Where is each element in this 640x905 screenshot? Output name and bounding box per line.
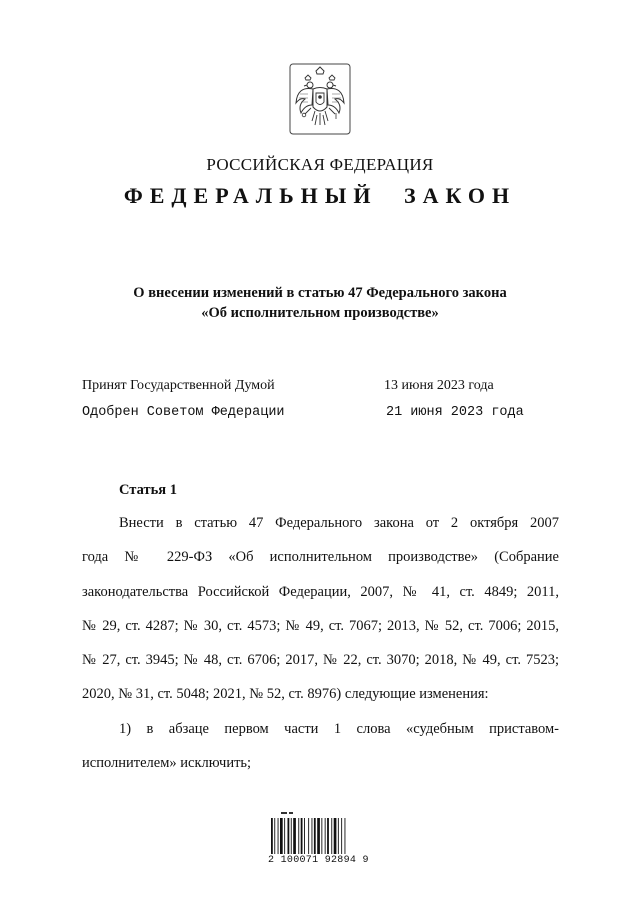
coat-of-arms-emblem [289, 63, 351, 135]
barcode-number: 2 100071 92894 9 [268, 855, 369, 866]
law-title-line-2: «Об исполнительном производстве» [201, 305, 439, 321]
article-text-line: года № 229-ФЗ «Об исполнительном производстве» (Собрание [82, 549, 559, 565]
article-text-line: № 27, ст. 3945; № 48, ст. 6706; 2017, № 22, ст. 3070; 2018, № 49, ст. 7523; [82, 652, 559, 668]
council-approval-label: Одобрен Советом Федерации [82, 405, 285, 420]
article-text-line: № 29, ст. 4287; № 30, ст. 4573; № 49, ст. 7067; 2013, № 52, ст. 7006; 2015, [82, 618, 559, 634]
duma-adoption-label: Принят Государственной Думой [82, 378, 275, 393]
article-text-line: Внести в статью 47 Федерального закона от 2 октября 2007 [119, 515, 559, 531]
article-heading: Статья 1 [119, 482, 177, 498]
law-title [0, 283, 640, 323]
article-text-line: исполнителем» исключить; [82, 755, 252, 771]
article-text-line: 1) в абзаце первом части 1 слова «судебным приставом- [119, 721, 559, 737]
duma-adoption-date: 13 июня 2023 года [384, 378, 494, 393]
article-text-line: 2020, № 31, ст. 5048; 2021, № 52, ст. 8976) следующие изменения: [82, 686, 489, 702]
country-name: РОССИЙСКАЯ ФЕДЕРАЦИЯ [206, 155, 434, 174]
article-text-line: законодательства Российской Федерации, 2007, № 41, ст. 4849; 2011, [82, 584, 559, 600]
council-approval-date: 21 июня 2023 года [386, 405, 524, 420]
document-type: ФЕДЕРАЛЬНЫЙ ЗАКОН [123, 183, 517, 208]
law-title-line-1: О внесении изменений в статью 47 Федерального закона [133, 285, 507, 301]
